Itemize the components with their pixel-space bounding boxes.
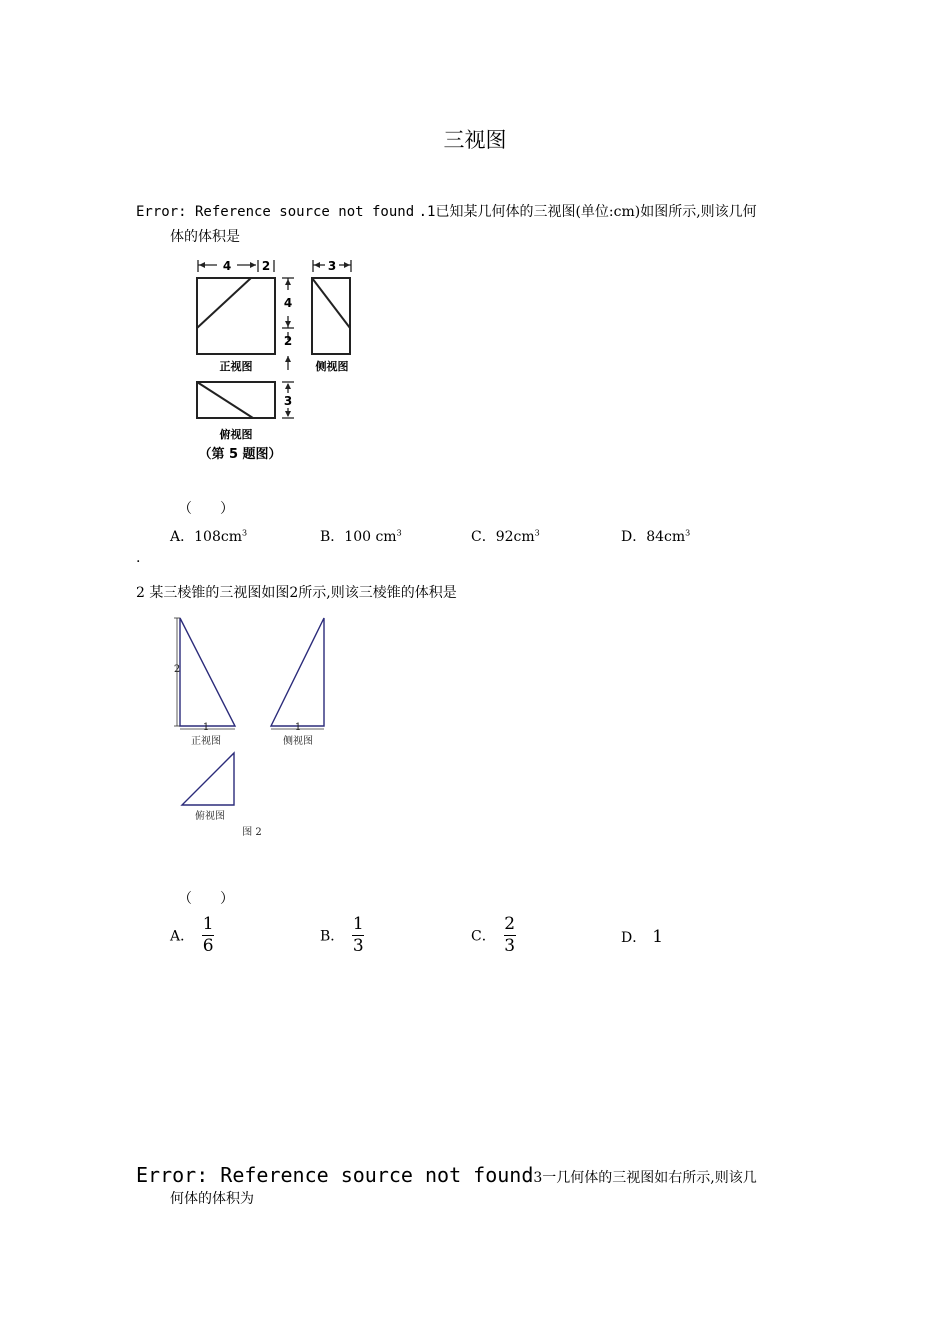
option-a: A．$108cm^3$ bbox=[170, 528, 248, 545]
answer-paren: （ ） bbox=[178, 891, 234, 907]
page-title: 三视图 bbox=[443, 128, 507, 152]
question-number: .1 bbox=[418, 204, 436, 220]
dim-label: 1 bbox=[294, 722, 302, 733]
figure-1-three-views bbox=[165, 248, 365, 473]
top-view-label: 俯视图 bbox=[195, 811, 225, 822]
top-view-label: 俯视图 bbox=[219, 428, 253, 441]
option-d: D．$84cm^3$ bbox=[621, 528, 691, 545]
answer-paren: （ ） bbox=[178, 501, 234, 517]
question-text: 已知某几何体的三视图(单位:cm)如图所示,则该几何 bbox=[435, 204, 757, 220]
figure-caption: （第 5 题图） bbox=[198, 447, 282, 462]
stray-dot: . bbox=[136, 550, 141, 566]
side-view-label: 侧视图 bbox=[283, 736, 313, 747]
option-d: D． 1 bbox=[621, 927, 664, 947]
fraction: $\frac{2}{3}$ bbox=[504, 914, 516, 956]
option-b: B． $\frac{1}{3}$ bbox=[320, 914, 364, 956]
option-c: C．$92cm^3$ bbox=[471, 528, 540, 545]
fraction: $\frac{1}{3}$ bbox=[352, 914, 364, 956]
dim-label: 3 bbox=[327, 259, 337, 273]
question-3 bbox=[136, 1162, 836, 1191]
dim-label: 4 bbox=[283, 296, 293, 310]
option-b: B．100 $cm^3$ bbox=[320, 528, 402, 545]
dim-label: 2 bbox=[261, 259, 271, 273]
question-number: 3 bbox=[533, 1170, 543, 1186]
side-view-label: 侧视图 bbox=[315, 360, 349, 373]
front-view-label: 正视图 bbox=[219, 360, 253, 373]
figure-2-three-views bbox=[168, 612, 338, 844]
dim-label: 3 bbox=[283, 394, 293, 408]
option-a: A． $\frac{1}{6}$ bbox=[170, 914, 214, 956]
question-2: 2 某三棱锥的三视图如图2所示,则该三棱锥的体积是 bbox=[136, 585, 457, 601]
fraction: $\frac{1}{6}$ bbox=[202, 914, 214, 956]
question-text: 某三棱锥的三视图如图 bbox=[149, 585, 290, 601]
dim-label: 4 bbox=[222, 259, 232, 273]
error-reference: Error: Reference source not found bbox=[136, 204, 415, 220]
option-c: C． $\frac{2}{3}$ bbox=[471, 914, 516, 956]
dim-label: 2 bbox=[283, 334, 293, 348]
question-text: 一几何体的三视图如右所示,则该几 bbox=[542, 1170, 757, 1186]
question-3-continued: 何体的体积为 bbox=[170, 1191, 254, 1207]
figure-reference: 2 bbox=[289, 585, 299, 601]
question-1-continued: 体的体积是 bbox=[170, 229, 240, 245]
error-reference: Error: Reference source not found bbox=[136, 1163, 534, 1187]
dim-label: 2 bbox=[173, 664, 181, 675]
front-view-label: 正视图 bbox=[191, 736, 221, 747]
dim-label: 1 bbox=[202, 722, 210, 733]
figure-caption: 图 2 bbox=[242, 827, 262, 838]
question-number: 2 bbox=[136, 585, 145, 601]
question-1 bbox=[136, 202, 836, 222]
